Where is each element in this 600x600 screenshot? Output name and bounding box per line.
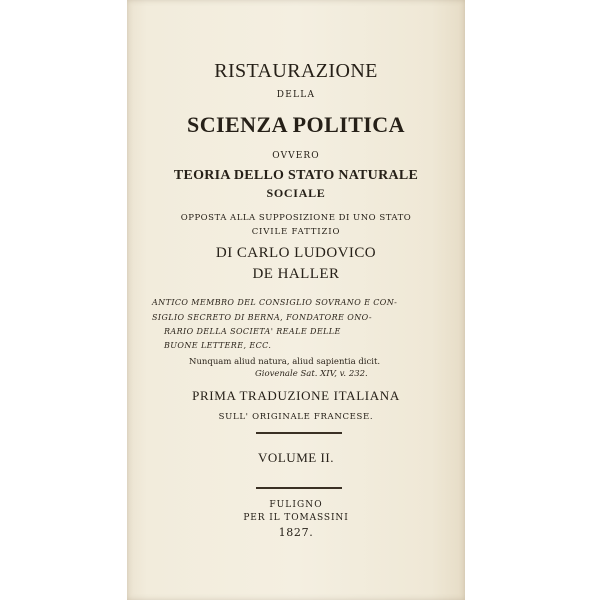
author-line-2: DE HALLER	[252, 266, 340, 282]
subtitle: SCIENZA POLITICA	[187, 112, 405, 137]
opposta-line-1: OPPOSTA ALLA SUPPOSIZIONE DI UNO STATO	[180, 213, 412, 223]
theory-line-1: TEORIA DELLO STATO NATURALE	[173, 168, 419, 183]
divider-rule	[256, 487, 342, 489]
imprint-year: 1827.	[278, 526, 314, 539]
author-description-line: RARIO DELLA SOCIETA' REALE DELLE	[164, 327, 341, 336]
volume-label: VOLUME II.	[258, 450, 334, 465]
ovvero-text: OVVERO	[272, 151, 320, 161]
author-line-1: DI CARLO LUDOVICO	[215, 245, 377, 261]
translation-line-2: SULL' ORIGINALE FRANCESE.	[218, 412, 374, 422]
divider-rule	[256, 432, 342, 434]
theory-line-2: SOCIALE	[266, 186, 326, 200]
epigraph-source: Giovenale Sat. XIV, v. 232.	[255, 369, 368, 379]
author-description-line: SIGLIO SECRETO DI BERNA, FONDATORE ONO-	[152, 313, 372, 322]
title-page	[127, 0, 465, 600]
author-description-line: BUONE LETTERE, ECC.	[164, 341, 272, 350]
main-title: RISTAURAZIONE	[214, 60, 378, 82]
imprint-place: FULIGNO	[269, 500, 323, 510]
opposta-line-2: CIVILE FATTIZIO	[251, 227, 341, 237]
translation-line-1: PRIMA TRADUZIONE ITALIANA	[192, 388, 400, 403]
imprint-printer: PER IL TOMASSINI	[243, 513, 349, 523]
epigraph-quote: Nunquam aliud natura, aliud sapientia dicit.	[189, 357, 381, 367]
della-text: DELLA	[276, 90, 316, 100]
author-description-line: ANTICO MEMBRO DEL CONSIGLIO SOVRANO E CON-	[152, 298, 398, 307]
